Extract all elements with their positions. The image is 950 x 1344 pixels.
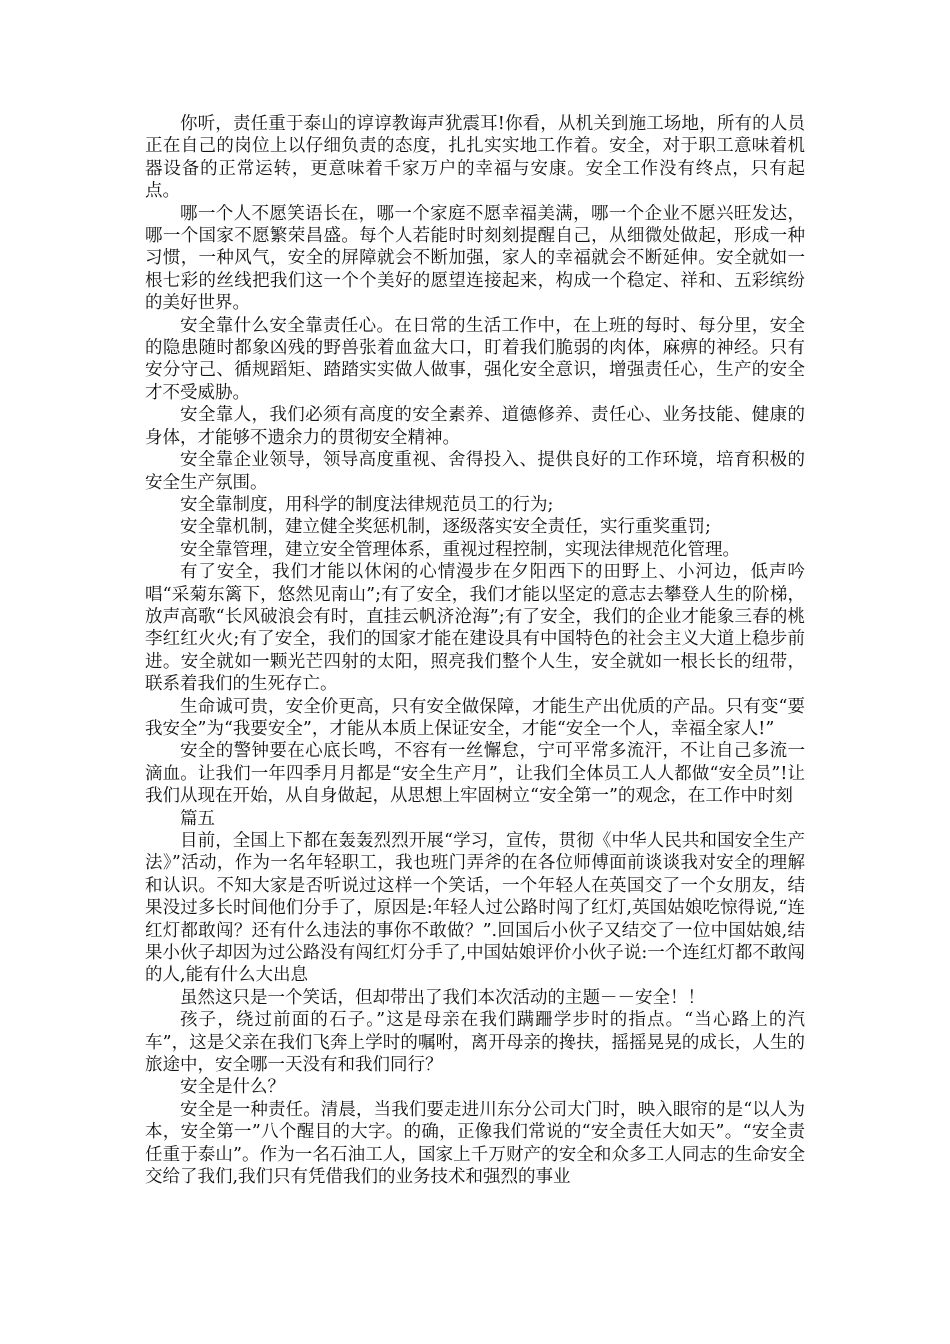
paragraph: 你听，责任重于泰山的谆谆教诲声犹震耳!你看，从机关到施工场地，所有的人员正在自己的岗位上以仔细负责的态度，扎扎实实地工作着。安全，对于职工意味着机器设备的正常运转，更意味着千家万户的幸福与安康。安全工作没有终点，只有起点。 [145, 114, 805, 202]
paragraph: 安全是什么？ [180, 1077, 285, 1098]
paragraph: 安全的警钟要在心底长鸣，不容有一丝懈怠，宁可平常多流汗，不让自己多流一滴血。让我们一年四季月月都是“安全生产月”，让我们全体员工人人都做“安全员”!让我们从现在开始，从自身做起，从思想上牢固树立“安全第一”的观念，在工作中时刻 [145, 741, 805, 807]
paragraph: 虽然这只是一个笑话，但却带出了我们本次活动的主题－－安全！！ [180, 987, 705, 1008]
paragraph: 生命诚可贵，安全价更高，只有安全做保障，才能生产出优质的产品。只有变“要我安全”为“我要安全”，才能从本质上保证安全，才能“安全一个人，幸福全家人!” [145, 696, 805, 739]
paragraph: 哪一个人不愿笑语长在，哪一个家庭不愿幸福美满，哪一个企业不愿兴旺发达，哪一个国家不愿繁荣昌盛。每个人若能时时刻刻提醒自己，从细微处做起，形成一种习惯，一种风气，安全的屏障就会不断加强，家人的幸福就会不断延伸。安全就如一根七彩的丝线把我们这一个个美好的愿望连接起来，构成一个稳定、祥和、五彩缤纷的美好世界。 [145, 203, 805, 314]
section-heading: 篇五 [180, 808, 215, 829]
paragraph: 安全靠人，我们必须有高度的安全素养、道德修养、责任心、业务技能、健康的身体，才能够不遗余力的贯彻安全精神。 [145, 405, 805, 448]
document-body [145, 113, 805, 1189]
paragraph: 孩子，绕过前面的石子。”这是母亲在我们蹒跚学步时的指点。“当心路上的汽车”，这是父亲在我们飞奔上学时的嘱咐，离开母亲的搀扶，摇摇晃晃的成长，人生的旅途中，安全哪一天没有和我们同行？ [145, 1010, 805, 1076]
paragraph: 安全靠制度，用科学的制度法律规范员工的行为; [180, 494, 554, 515]
paragraph: 安全靠机制，建立健全奖惩机制，逐级落实安全责任，实行重奖重罚; [180, 517, 711, 538]
paragraph: 安全靠什么安全靠责任心。在日常的生活工作中，在上班的每时、每分里，安全的隐患随时都象凶残的野兽张着血盆大口，盯着我们脆弱的肉体，麻痹的神经。只有安分守己、循规蹈矩、踏踏实实做人做事，强化安全意识，增强责任心，生产的安全才不受威胁。 [145, 315, 805, 403]
paragraph: 目前，全国上下都在轰轰烈烈开展“学习，宣传，贯彻《中华人民共和国安全生产法》”活动，作为一名年轻职工，我也班门弄斧的在各位师傅面前谈谈我对安全的理解和认识。不知大家是否听说过这样一个笑话，一个年轻人在英国交了一个女朋友，结果没过多长时间他们分手了，原因是:年轻人过公路时闯了红灯,英国姑娘吃惊得说,“连红灯都敢闯？还有什么违法的事你不敢做？”.回国后小伙子又结交了一位中国姑娘,结果小伙子却因为过公路没有闯红灯分手了,中国姑娘评价小伙子说:一个连红灯都不敢闯的人,能有什么大出息 [145, 831, 805, 986]
paragraph: 安全是一种责任。清晨，当我们要走进川东分公司大门时，映入眼帘的是“以人为本，安全第一”八个醒目的大字。的确，正像我们常说的“安全责任大如天”。“安全责任重于泰山”。作为一名石油工人，国家上千万财产的安全和众多工人同志的生命安全交给了我们,我们只有凭借我们的业务技术和强烈的事业 [145, 1099, 805, 1188]
paragraph: 安全靠管理，建立安全管理体系，重视过程控制，实现法律规范化管理。 [180, 539, 740, 560]
paragraph: 有了安全，我们才能以休闲的心情漫步在夕阳西下的田野上、小河边，低声吟唱“采菊东篱下，悠然见南山”;有了安全，我们才能以坚定的意志去攀登人生的阶梯，放声高歌“长风破浪会有时，直挂云帆济沧海”;有了安全，我们的企业才能象三春的桃李红红火火;有了安全，我们的国家才能在建设具有中国特色的社会主义大道上稳步前进。安全就如一颗光芒四射的太阳，照亮我们整个人生，安全就如一根长长的纽带，联系着我们的生死存亡。 [145, 562, 805, 695]
paragraph: 安全靠企业领导，领导高度重视、舍得投入、提供良好的工作环境，培育积极的安全生产氛围。 [145, 450, 805, 493]
